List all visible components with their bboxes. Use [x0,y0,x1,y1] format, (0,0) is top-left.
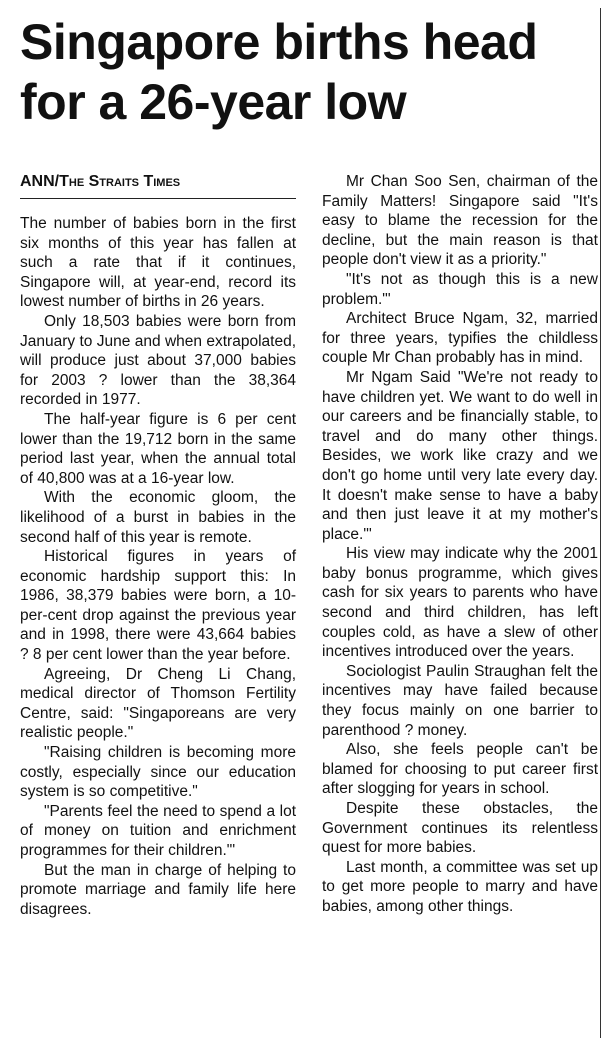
paragraph: Mr Chan Soo Sen, chairman of the Family Matters! Singapore said "It's easy to blame the recession for the decline, but the main reason is that people don't view it as a priority." [322,173,598,269]
paragraph: "It's not as though this is a new problem."' [322,270,598,308]
paragraph: Only 18,503 babies were born from January to June and when extrapolated, will produce just about 37,000 babies for 2003 ? lower than the 38,364 recorded in 1977. [20,312,296,409]
paragraph: His view may indicate why the 2001 baby bonus programme, which gives cash for six years to parents who have second and third children, has left couples cold, as have a slew of other incentives introduced over the years. [322,545,598,661]
paragraph: Sociologist Paulin Straughan felt the incentives may have failed because they focus mainly on one barrier to parenthood ? money. [322,662,598,739]
byline [20,172,296,199]
paragraph: Also, she feels people can't be blamed for choosing to put career first after slogging for years in school. [322,741,598,798]
paragraph: Mr Ngam Said "We're not ready to have children yet. We want to do well in our careers and be financially stable, to travel and do many other things. Besides, we work like crazy and we don't go home until very late every day. It doesn't make sense to have a baby and then just leave it at my mother's place."' [322,368,598,543]
paragraph: The number of babies born in the first six months of this year has fallen at such a rate that if it continues, Singapore will, at year-end, record its lowest number of births in 26 years. [20,215,296,311]
headline-line-1: Singapore births head [20,14,538,70]
paragraph: Architect Bruce Ngam, 32, married for three years, typifies the childless couple Mr Chan probably has in mind. [322,310,598,367]
column-rule [600,8,601,1038]
right-column [322,172,598,917]
headline-line-2: for a 26-year low [20,74,407,130]
paragraph: "Parents feel the need to spend a lot of money on tuition and enrichment programmes for their children."' [20,802,296,859]
paragraph: "Raising children is becoming more costly, especially since our education system is so competitive." [20,744,296,801]
headline [20,12,610,132]
paragraph: But the man in charge of helping to promote marriage and family life here disagrees. [20,861,296,918]
paragraph: Historical figures in years of economic hardship support this: In 1986, 38,379 babies were born, a 10-per-cent drop against the previous year and in 1998, there were 43,664 babies ? 8 per cent lower than the year before. [20,548,296,664]
paragraph: The half-year figure is 6 per cent lower than the 19,712 born in the same period last year, when the annual total of 40,800 was at a 16-year low. [20,410,296,487]
paragraph: With the economic gloom, the likelihood of a burst in babies in the second half of this year is remote. [20,489,296,546]
byline-source: The Straits Times [59,173,181,190]
paragraph: Despite these obstacles, the Government continues its relentless quest for more babies. [322,800,598,857]
paragraph: Agreeing, Dr Cheng Li Chang, medical director of Thomson Fertility Centre, said: "Singaporeans are very realistic people." [20,665,296,742]
paragraph: Last month, a committee was set up to get more people to marry and have babies, among other things. [322,858,598,915]
byline-prefix: ANN/ [20,173,60,190]
left-column [20,172,296,919]
